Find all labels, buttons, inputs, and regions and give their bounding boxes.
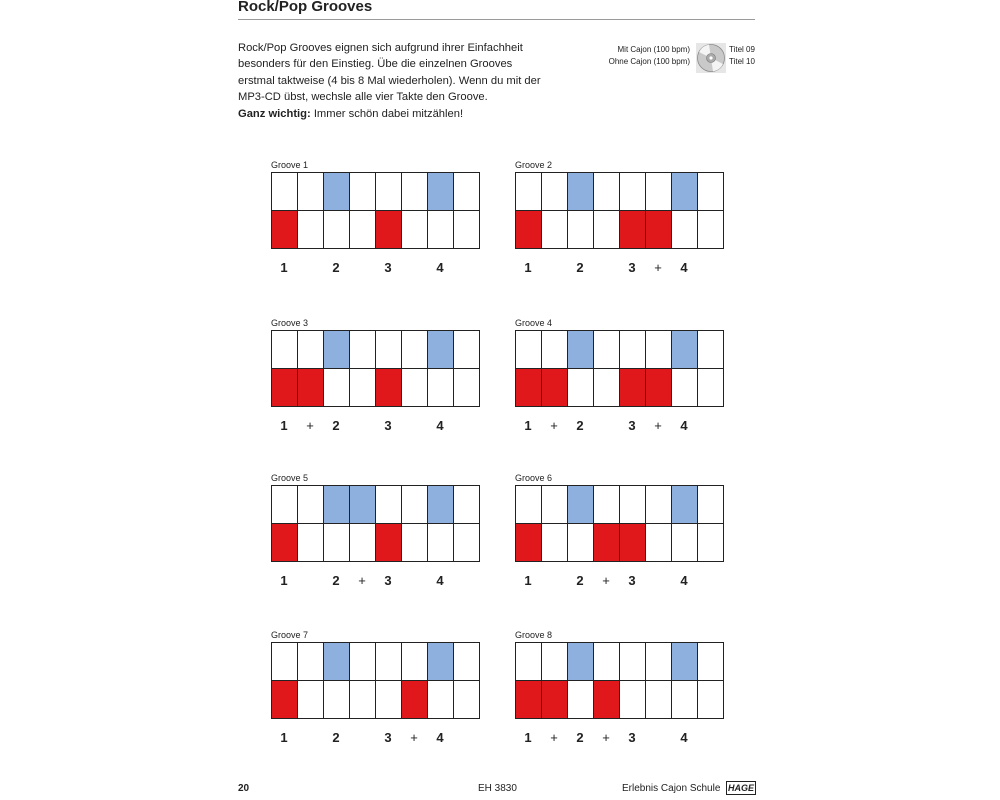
empty-cell	[620, 486, 646, 524]
audio-labels	[609, 44, 690, 68]
bass-tone-cell	[376, 211, 402, 249]
count-row	[271, 418, 481, 436]
groove-row-bottom	[516, 681, 724, 719]
high-tone-cell	[672, 173, 698, 211]
bass-tone-cell	[542, 681, 568, 719]
empty-cell	[428, 681, 454, 719]
count-beat: 4	[680, 573, 688, 588]
with-cajon-label: Mit Cajon (100 bpm)	[617, 45, 690, 54]
empty-cell	[454, 331, 480, 369]
empty-cell	[620, 331, 646, 369]
empty-cell	[454, 369, 480, 407]
groove-2	[515, 160, 735, 285]
title-divider	[238, 19, 755, 20]
groove-grid	[271, 642, 480, 719]
count-row	[271, 260, 481, 278]
high-tone-cell	[324, 486, 350, 524]
cd-icon	[696, 43, 726, 73]
count-beat: 2	[576, 260, 584, 275]
empty-cell	[646, 643, 672, 681]
count-and: +	[550, 730, 558, 745]
high-tone-cell	[428, 486, 454, 524]
groove-grid	[271, 172, 480, 249]
count-beat: 3	[628, 418, 636, 433]
empty-cell	[272, 173, 298, 211]
groove-grid	[271, 330, 480, 407]
empty-cell	[698, 369, 724, 407]
empty-cell	[350, 643, 376, 681]
count-beat: 1	[524, 260, 532, 275]
emphasis-label: Ganz wichtig:	[238, 107, 311, 120]
count-and: +	[358, 573, 366, 588]
empty-cell	[298, 524, 324, 562]
empty-cell	[542, 524, 568, 562]
intro-paragraph	[238, 40, 578, 122]
empty-cell	[402, 211, 428, 249]
empty-cell	[646, 524, 672, 562]
count-and: +	[602, 573, 610, 588]
groove-title: Groove 4	[515, 318, 553, 328]
bass-tone-cell	[516, 524, 542, 562]
count-beat: 4	[436, 260, 444, 275]
publisher-logo: HAGE	[727, 783, 754, 793]
empty-cell	[698, 524, 724, 562]
bass-tone-cell	[620, 211, 646, 249]
high-tone-cell	[568, 486, 594, 524]
empty-cell	[298, 173, 324, 211]
empty-cell	[324, 681, 350, 719]
groove-row-top	[272, 173, 480, 211]
empty-cell	[516, 486, 542, 524]
empty-cell	[350, 173, 376, 211]
count-beat: 3	[384, 260, 392, 275]
groove-grid	[271, 485, 480, 562]
bass-tone-cell	[646, 369, 672, 407]
high-tone-cell	[568, 331, 594, 369]
empty-cell	[698, 173, 724, 211]
count-beat: 3	[384, 418, 392, 433]
intro-line-2: besonders für den Einstieg. Übe die einzelnen Grooves	[238, 58, 513, 71]
empty-cell	[542, 331, 568, 369]
bass-tone-cell	[298, 369, 324, 407]
high-tone-cell	[324, 643, 350, 681]
empty-cell	[298, 486, 324, 524]
count-beat: 1	[524, 730, 532, 745]
empty-cell	[594, 173, 620, 211]
count-and: +	[654, 418, 662, 433]
count-row	[515, 418, 725, 436]
groove-row-top	[272, 486, 480, 524]
groove-title: Groove 5	[271, 473, 309, 483]
empty-cell	[454, 211, 480, 249]
empty-cell	[272, 643, 298, 681]
empty-cell	[672, 369, 698, 407]
groove-title: Groove 1	[271, 160, 309, 170]
empty-cell	[350, 524, 376, 562]
groove-row-bottom	[516, 524, 724, 562]
empty-cell	[272, 331, 298, 369]
empty-cell	[594, 643, 620, 681]
count-beat: 2	[576, 573, 584, 588]
bass-tone-cell	[620, 524, 646, 562]
empty-cell	[698, 643, 724, 681]
count-row	[515, 573, 725, 591]
book-title: Erlebnis Cajon Schule	[622, 783, 721, 794]
groove-row-bottom	[272, 369, 480, 407]
groove-grid	[515, 642, 724, 719]
groove-title: Groove 7	[271, 630, 309, 640]
empty-cell	[324, 369, 350, 407]
groove-1	[271, 160, 491, 285]
empty-cell	[454, 681, 480, 719]
empty-cell	[542, 486, 568, 524]
empty-cell	[542, 173, 568, 211]
count-beat: 3	[628, 260, 636, 275]
bass-tone-cell	[376, 524, 402, 562]
empty-cell	[324, 524, 350, 562]
empty-cell	[402, 369, 428, 407]
bass-tone-cell	[272, 369, 298, 407]
count-beat: 2	[332, 573, 340, 588]
page-number: 20	[238, 783, 250, 794]
intro-line-4: MP3-CD übst, wechsle alle vier Takte den Groove.	[238, 91, 488, 104]
empty-cell	[376, 486, 402, 524]
track-with-cajon: Titel 09	[729, 45, 755, 54]
empty-cell	[646, 486, 672, 524]
empty-cell	[646, 331, 672, 369]
empty-cell	[620, 681, 646, 719]
groove-row-bottom	[272, 524, 480, 562]
count-row	[271, 573, 481, 591]
audio-track-numbers	[729, 44, 755, 68]
bass-tone-cell	[516, 211, 542, 249]
empty-cell	[620, 173, 646, 211]
groove-title: Groove 3	[271, 318, 309, 328]
empty-cell	[376, 173, 402, 211]
groove-title: Groove 8	[515, 630, 553, 640]
count-and: +	[602, 730, 610, 745]
audio-tracks-box	[570, 43, 760, 73]
empty-cell	[568, 524, 594, 562]
count-beat: 1	[524, 418, 532, 433]
high-tone-cell	[428, 331, 454, 369]
empty-cell	[542, 643, 568, 681]
empty-cell	[516, 643, 542, 681]
empty-cell	[454, 524, 480, 562]
empty-cell	[698, 681, 724, 719]
edition-code: EH 3830	[478, 783, 517, 794]
empty-cell	[646, 681, 672, 719]
high-tone-cell	[428, 173, 454, 211]
count-beat: 2	[332, 260, 340, 275]
empty-cell	[646, 173, 672, 211]
groove-title: Groove 6	[515, 473, 553, 483]
count-beat: 2	[332, 418, 340, 433]
empty-cell	[594, 331, 620, 369]
empty-cell	[402, 486, 428, 524]
page-title: Rock/Pop Grooves	[238, 0, 373, 15]
bass-tone-cell	[272, 211, 298, 249]
groove-5	[271, 473, 491, 598]
empty-cell	[402, 524, 428, 562]
bass-tone-cell	[272, 681, 298, 719]
empty-cell	[454, 486, 480, 524]
groove-4	[515, 318, 735, 443]
empty-cell	[298, 681, 324, 719]
empty-cell	[698, 331, 724, 369]
empty-cell	[350, 211, 376, 249]
count-and: +	[306, 418, 314, 433]
groove-row-top	[516, 643, 724, 681]
track-without-cajon: Titel 10	[729, 57, 755, 66]
high-tone-cell	[350, 486, 376, 524]
count-beat: 3	[384, 573, 392, 588]
count-beat: 4	[436, 730, 444, 745]
bass-tone-cell	[646, 211, 672, 249]
high-tone-cell	[672, 643, 698, 681]
groove-row-bottom	[272, 681, 480, 719]
intro-line-1: Rock/Pop Grooves eignen sich aufgrund ihrer Einfachheit	[238, 42, 523, 54]
count-beat: 2	[332, 730, 340, 745]
count-beat: 2	[576, 418, 584, 433]
groove-row-bottom	[516, 211, 724, 249]
count-row	[515, 260, 725, 278]
count-beat: 1	[524, 573, 532, 588]
without-cajon-label: Ohne Cajon (100 bpm)	[608, 57, 690, 66]
empty-cell	[620, 643, 646, 681]
bass-tone-cell	[376, 369, 402, 407]
high-tone-cell	[324, 331, 350, 369]
count-beat: 3	[628, 573, 636, 588]
empty-cell	[376, 331, 402, 369]
bass-tone-cell	[516, 681, 542, 719]
empty-cell	[272, 486, 298, 524]
empty-cell	[402, 173, 428, 211]
empty-cell	[672, 211, 698, 249]
empty-cell	[568, 211, 594, 249]
count-and: +	[550, 418, 558, 433]
empty-cell	[516, 331, 542, 369]
bass-tone-cell	[516, 369, 542, 407]
groove-row-bottom	[272, 211, 480, 249]
empty-cell	[428, 524, 454, 562]
groove-grid	[515, 172, 724, 249]
count-beat: 4	[680, 260, 688, 275]
count-beat: 4	[436, 418, 444, 433]
empty-cell	[376, 643, 402, 681]
empty-cell	[428, 211, 454, 249]
count-beat: 3	[628, 730, 636, 745]
high-tone-cell	[568, 173, 594, 211]
count-beat: 1	[280, 418, 288, 433]
groove-7	[271, 630, 491, 755]
groove-8	[515, 630, 735, 755]
empty-cell	[402, 643, 428, 681]
empty-cell	[298, 211, 324, 249]
empty-cell	[672, 524, 698, 562]
count-beat: 1	[280, 260, 288, 275]
empty-cell	[516, 173, 542, 211]
empty-cell	[698, 211, 724, 249]
groove-title: Groove 2	[515, 160, 553, 170]
bass-tone-cell	[402, 681, 428, 719]
emphasis-text: Immer schön dabei mitzählen!	[313, 107, 464, 120]
empty-cell	[454, 643, 480, 681]
high-tone-cell	[428, 643, 454, 681]
empty-cell	[698, 486, 724, 524]
empty-cell	[350, 369, 376, 407]
empty-cell	[350, 331, 376, 369]
empty-cell	[402, 331, 428, 369]
bass-tone-cell	[272, 524, 298, 562]
intro-line-3: erstmal taktweise (4 bis 8 Mal wiederholen). Wenn du mit der	[238, 74, 541, 87]
high-tone-cell	[324, 173, 350, 211]
high-tone-cell	[672, 486, 698, 524]
count-and: +	[410, 730, 418, 745]
empty-cell	[594, 486, 620, 524]
groove-3	[271, 318, 491, 443]
empty-cell	[376, 681, 402, 719]
groove-grid	[515, 330, 724, 407]
empty-cell	[298, 331, 324, 369]
bass-tone-cell	[542, 369, 568, 407]
empty-cell	[594, 211, 620, 249]
groove-row-top	[516, 173, 724, 211]
count-and: +	[654, 260, 662, 275]
count-row	[515, 730, 725, 748]
empty-cell	[568, 681, 594, 719]
bass-tone-cell	[594, 681, 620, 719]
empty-cell	[298, 643, 324, 681]
count-beat: 4	[680, 418, 688, 433]
bass-tone-cell	[594, 524, 620, 562]
groove-row-bottom	[516, 369, 724, 407]
count-beat: 2	[576, 730, 584, 745]
empty-cell	[568, 369, 594, 407]
empty-cell	[672, 681, 698, 719]
high-tone-cell	[568, 643, 594, 681]
count-beat: 3	[384, 730, 392, 745]
empty-cell	[594, 369, 620, 407]
empty-cell	[454, 173, 480, 211]
groove-row-top	[516, 331, 724, 369]
empty-cell	[350, 681, 376, 719]
groove-6	[515, 473, 735, 598]
groove-row-top	[272, 331, 480, 369]
empty-cell	[542, 211, 568, 249]
count-row	[271, 730, 481, 748]
count-beat: 1	[280, 573, 288, 588]
bass-tone-cell	[620, 369, 646, 407]
high-tone-cell	[672, 331, 698, 369]
groove-row-top	[516, 486, 724, 524]
count-beat: 4	[436, 573, 444, 588]
count-beat: 1	[280, 730, 288, 745]
empty-cell	[428, 369, 454, 407]
groove-row-top	[272, 643, 480, 681]
empty-cell	[324, 211, 350, 249]
count-beat: 4	[680, 730, 688, 745]
groove-grid	[515, 485, 724, 562]
